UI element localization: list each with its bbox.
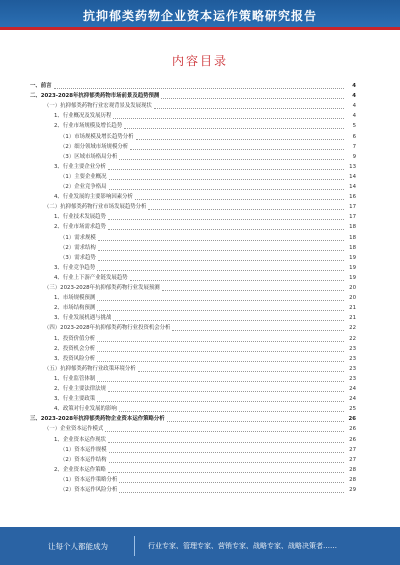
toc-entry[interactable] (30, 324, 356, 332)
toc-entry[interactable] (30, 446, 356, 454)
toc-page-number: 21 (349, 305, 356, 312)
toc-entry[interactable] (30, 153, 356, 161)
toc-leader-dots (167, 416, 344, 422)
toc-leader-dots (135, 194, 344, 200)
toc-page-number: 6 (352, 133, 356, 140)
toc-entry-text: （三）2023-2028年抗抑郁类药物行业发展预测 (44, 285, 160, 291)
toc-entry[interactable] (30, 223, 356, 231)
toc-entry-text: （1）市场规模及增长趋势分析 (60, 133, 134, 140)
toc-entry-text: 2、行业主要法律法规 (54, 386, 106, 392)
toc-entry-text: 1、投资价值分析 (54, 335, 96, 342)
toc-page-number: 18 (349, 244, 356, 251)
toc-leader-dots (119, 154, 344, 160)
toc-entry-text: （2）细分领域市场规模分析 (60, 143, 129, 150)
toc-entry-text: 2、行业市场规模及增长趋势 (54, 123, 123, 130)
toc-page-number: 16 (349, 194, 356, 201)
toc-leader-dots (108, 386, 344, 392)
toc-entry[interactable] (30, 203, 356, 211)
toc-entry[interactable] (30, 254, 356, 262)
toc-leader-dots (105, 426, 344, 432)
toc-entry-text: （3）需求趋势 (60, 254, 96, 261)
toc-entry-text: 3、投资风险分析 (54, 355, 96, 362)
toc-page-number: 23 (349, 355, 356, 362)
toc-page-number: 27 (349, 456, 356, 463)
toc-entry-text: 3、行业主要企业分析 (54, 163, 106, 170)
toc-entry-text: 4、行业上下游产业链发展趋势 (54, 274, 128, 281)
toc-leader-dots (109, 174, 344, 180)
toc-page-number: 22 (349, 335, 356, 342)
toc-entry-text: （五）抗抑郁类药物行业政策环境分析 (44, 365, 136, 372)
toc-page-number: 9 (352, 153, 356, 160)
toc-entry-text: （1）需求规模 (60, 234, 96, 241)
toc-entry-text: （四）2023-2028年抗抑郁类药物行业投资机会分析 (44, 325, 171, 332)
toc-entry-text: （1）主要企业概况 (60, 173, 107, 180)
toc-leader-dots (109, 447, 344, 453)
toc-entry-text: （2）资本运作风险分析 (60, 487, 118, 493)
toc-leader-dots (119, 477, 344, 483)
toc-entry[interactable] (30, 365, 356, 373)
toc-leader-dots (113, 113, 344, 119)
toc-leader-dots (108, 214, 344, 220)
toc-entry[interactable] (30, 486, 356, 494)
footer-divider (134, 536, 135, 556)
toc-entry-text: （二）抗抑郁类药物行业市场发展趋势分析 (44, 204, 147, 211)
toc-leader-dots (154, 103, 344, 109)
toc-page-number: 26 (349, 426, 356, 433)
toc-page-number: 25 (349, 406, 356, 413)
toc-page-number: 4 (352, 83, 356, 89)
toc-entry[interactable] (30, 183, 356, 191)
toc-entry[interactable] (30, 456, 356, 464)
toc-leader-dots (130, 144, 344, 150)
toc-entry[interactable] (30, 264, 356, 272)
toc-page-number: 23 (349, 365, 356, 372)
toc-leader-dots (108, 224, 344, 230)
toc-entry[interactable] (30, 405, 356, 413)
toc-leader-dots (148, 204, 344, 210)
toc-page-number: 21 (349, 315, 356, 322)
toc-entry[interactable] (30, 244, 356, 252)
toc-entry-text: 2、企业资本运作策略 (54, 466, 106, 473)
toc-entry[interactable] (30, 355, 356, 363)
toc-page-number: 29 (349, 487, 356, 493)
toc-entry[interactable] (30, 385, 356, 393)
report-title: 抗抑郁类药物企业资本运作策略研究报告 (82, 9, 317, 23)
toc-entry-text: 3、行业主要政策 (54, 396, 96, 403)
toc-entry[interactable] (30, 193, 356, 201)
toc-entry[interactable] (30, 375, 356, 383)
toc-entry[interactable] (30, 133, 356, 141)
toc-leader-dots (162, 285, 344, 291)
toc-entry[interactable] (30, 304, 356, 312)
toc-leader-dots (97, 346, 344, 352)
toc-entry[interactable] (30, 466, 356, 474)
toc-page-number: 24 (349, 396, 356, 403)
toc-entry[interactable] (30, 476, 356, 484)
table-of-contents (30, 82, 356, 496)
toc-entry[interactable] (30, 213, 356, 221)
toc-page-number: 26 (349, 436, 356, 443)
toc-page-number: 7 (352, 143, 356, 150)
toc-leader-dots (97, 356, 344, 362)
toc-page-number: 22 (349, 325, 356, 332)
toc-leader-dots (98, 255, 344, 261)
toc-leader-dots (161, 93, 344, 99)
toc-leader-dots (97, 336, 344, 342)
toc-entry-text: （一）抗抑郁类药物行业宏观背景及发展现状 (44, 103, 152, 110)
toc-page-number: 18 (349, 234, 356, 241)
toc-entry-text: 2、市场结构预测 (54, 305, 96, 312)
toc-leader-dots (119, 487, 344, 493)
toc-page-number: 17 (349, 214, 356, 221)
toc-entry[interactable] (30, 122, 356, 130)
toc-entry[interactable] (30, 173, 356, 181)
toc-leader-dots (109, 457, 344, 463)
toc-entry-text: 1、行业技术发展趋势 (54, 214, 106, 221)
toc-entry-text: 1、企业资本运作现状 (54, 436, 106, 443)
toc-entry[interactable] (30, 143, 356, 151)
toc-page-number: 4 (352, 113, 356, 120)
toc-leader-dots (54, 83, 344, 89)
toc-leader-dots (108, 467, 344, 473)
toc-entry[interactable] (30, 112, 356, 120)
toc-entry[interactable] (30, 92, 356, 100)
toc-entry[interactable] (30, 163, 356, 171)
toc-leader-dots (172, 325, 344, 331)
footer-tagline: 行业专家、管理专家、营销专家、战略专家、战略决策者…… (148, 542, 337, 550)
toc-entry[interactable] (30, 284, 356, 292)
toc-page-number: 19 (349, 264, 356, 271)
toc-leader-dots (98, 235, 344, 241)
toc-entry-text: 三、2023-2028年抗抑郁类药物企业资本运作策略分析 (30, 416, 165, 423)
toc-page-number: 14 (349, 173, 356, 180)
toc-leader-dots (130, 275, 344, 281)
toc-entry-text: 4、行业发展的主要影响因素分析 (54, 194, 133, 201)
toc-entry[interactable] (30, 102, 356, 110)
toc-heading: 内容目录 (171, 54, 228, 68)
toc-entry-text: （一）企业资本运作模式 (44, 426, 104, 433)
toc-page-number: 23 (349, 345, 356, 352)
toc-page-number: 20 (349, 285, 356, 291)
toc-page-number: 4 (352, 103, 356, 110)
toc-page-number: 20 (349, 295, 356, 302)
toc-page-number: 13 (349, 163, 356, 170)
toc-page-number: 4 (352, 93, 356, 100)
toc-page-number: 28 (349, 476, 356, 483)
toc-leader-dots (97, 396, 344, 402)
toc-leader-dots (108, 164, 344, 170)
toc-leader-dots (97, 305, 344, 311)
toc-entry-text: （2）资本运作结构 (60, 456, 107, 463)
toc-entry[interactable] (30, 345, 356, 353)
toc-leader-dots (124, 123, 344, 129)
toc-page-number: 23 (349, 375, 356, 382)
report-header (0, 0, 400, 30)
toc-entry-text: （3）区域市场格局分析 (60, 153, 118, 160)
toc-page-number: 19 (349, 254, 356, 261)
toc-entry[interactable] (30, 314, 356, 322)
toc-entry-text: （1）资本运作策略分析 (60, 476, 118, 483)
footer-banner (0, 527, 400, 565)
footer-slogan: 让每个人都能成为 (48, 542, 108, 551)
toc-entry-text: 2、投资机会分析 (54, 345, 96, 352)
toc-entry[interactable] (30, 234, 356, 242)
toc-entry[interactable] (30, 274, 356, 282)
toc-entry-text: 4、政策对行业发展的影响 (54, 406, 117, 413)
toc-page-number: 14 (349, 184, 356, 190)
toc-leader-dots (136, 134, 344, 140)
toc-leader-dots (113, 315, 344, 321)
toc-leader-dots (97, 265, 344, 271)
toc-entry-text: 1、行业概况及发展历程 (54, 113, 112, 120)
toc-entry-text: 3、行业发展机遇与挑战 (54, 315, 112, 322)
toc-entry[interactable] (30, 425, 356, 433)
toc-entry-text: 1、行业监管体制 (54, 375, 96, 382)
toc-entry-text: 二、2023-2028年抗抑郁类药物市场前景及趋势预测 (30, 93, 160, 100)
toc-leader-dots (138, 366, 344, 372)
toc-entry-text: （1）资本运作规模 (60, 446, 107, 453)
toc-entry[interactable] (30, 335, 356, 343)
toc-entry[interactable] (30, 82, 356, 90)
toc-entry[interactable] (30, 436, 356, 444)
toc-entry[interactable] (30, 294, 356, 302)
toc-entry-text: （2）需求结构 (60, 244, 96, 251)
toc-entry-text: 一、前言 (30, 83, 52, 89)
toc-entry[interactable] (30, 395, 356, 403)
toc-leader-dots (97, 295, 344, 301)
toc-page-number: 17 (349, 204, 356, 211)
toc-leader-dots (119, 406, 344, 412)
toc-leader-dots (98, 245, 344, 251)
toc-page-number: 27 (349, 446, 356, 453)
toc-page-number: 26 (348, 416, 356, 423)
toc-page-number: 24 (349, 386, 356, 392)
toc-page-number: 18 (349, 224, 356, 231)
toc-leader-dots (109, 184, 344, 190)
toc-page-number: 28 (349, 466, 356, 473)
toc-entry-text: 2、行业市场需求趋势 (54, 224, 106, 231)
toc-leader-dots (108, 437, 344, 443)
toc-entry[interactable] (30, 415, 356, 423)
toc-entry-text: （2）企业竞争格局 (60, 184, 107, 190)
toc-entry-text: 1、市场规模预测 (54, 295, 96, 302)
toc-entry-text: 3、行业竞争趋势 (54, 264, 96, 271)
toc-page-number: 5 (352, 123, 356, 130)
toc-leader-dots (97, 376, 344, 382)
toc-page-number: 19 (349, 274, 356, 281)
